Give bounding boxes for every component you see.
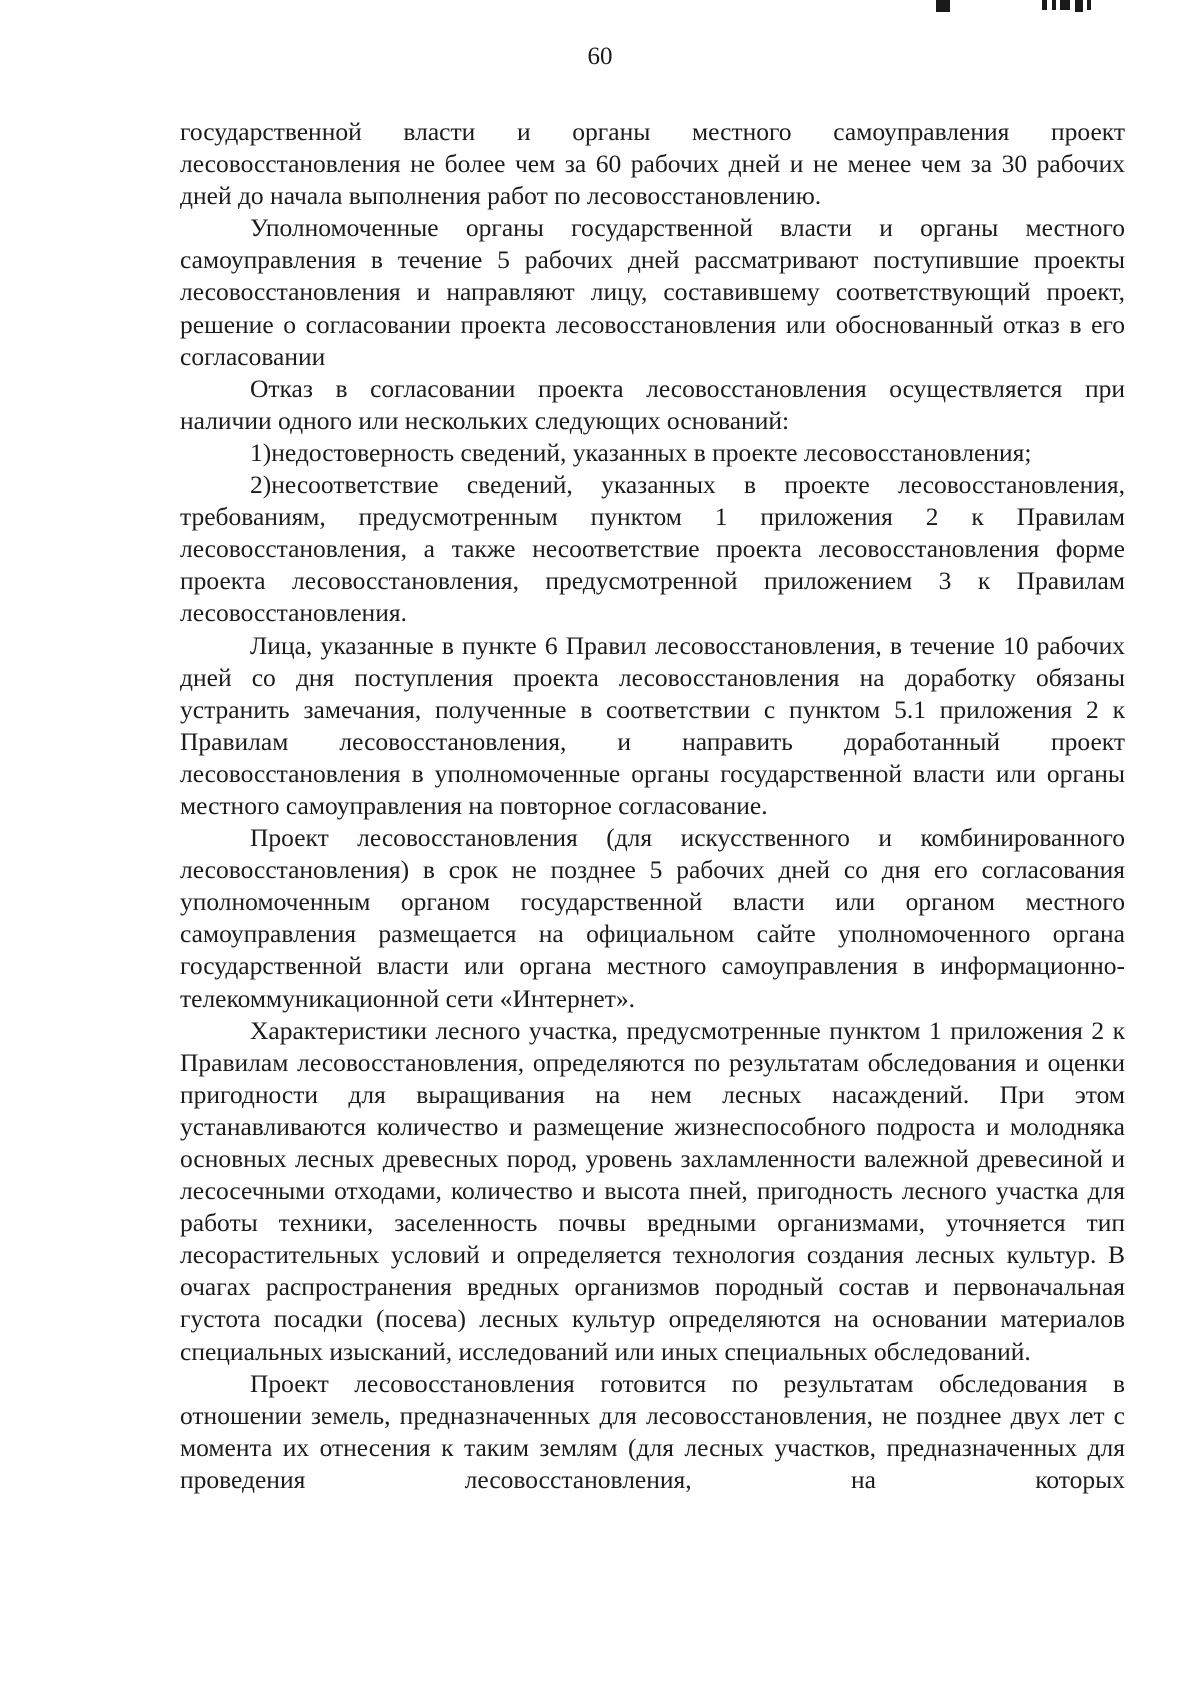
page-number: 60	[587, 43, 613, 70]
scan-artifact	[1075, 0, 1083, 12]
scan-artifact	[1052, 0, 1056, 10]
paragraph: Лица, указанные в пункте 6 Правил лесовосстановления, в течение 10 рабочих дней со дня поступления проекта лесовосстановления на доработку обязаны устранить замечания, полученные в соответствии с пунктом 5.1 приложения 2 к Правилам лесовосстановления, и направить доработанный проект лесовосстановления в уполномоченные органы государственной власти или органы местного самоуправления на повторное согласование.	[180, 630, 1125, 820]
paragraph: Проект лесовосстановления (для искусственного и комбинированного лесовосстановления) в срок не позднее 5 рабочих дней со дня его согласования уполномоченным органом государственной власти или органом местного самоуправления размещается на официальном сайте уполномоченного органа государственной власти или органа местного самоуправления в информационно-телекоммуникационной сети «Интернет».	[180, 823, 1125, 1013]
paragraph: Характеристики лесного участка, предусмотренные пунктом 1 приложения 2 к Правилам лесовосстановления, определяются по результатам обследования и оценки пригодности для выращивания на нем лесных насаждений. При этом устанавливаются количество и размещение жизнеспособного подроста и молодняка основных лесных древесных пород, уровень захламленности валежной древесиной и лесосечными отходами, количество и высота пней, пригодность лесного участка для работы техники, заселенность почвы вредными организмами, уточняется тип лесорастительных условий и определяется технология создания лесных культур. В очагах распространения вредных организмов породный состав и первоначальная густота посадки (посева) лесных культур определяются на основании материалов специальных изысканий, исследований или иных специальных обследований.	[180, 1015, 1125, 1366]
document-body	[180, 116, 1125, 1496]
paragraph: Проект лесовосстановления готовится по результатам обследования в отношении земель, предназначенных для лесовосстановления, не позднее двух лет с момента их отнесения к таким землям (для лесных участков, предназначенных для проведения лесовосстановления, на которых	[180, 1368, 1125, 1494]
scan-artifact	[936, 0, 950, 12]
list-item: 2)несоответствие сведений, указанных в проекте лесовосстановления, требованиям, предусмотренным пунктом 1 приложения 2 к Правилам лесовосстановления, а также несоответствие проекта лесовосстановления форме проекта лесовосстановления, предусмотренной приложением 3 к Правилам лесовосстановления.	[180, 470, 1125, 628]
scan-artifact	[1087, 0, 1091, 10]
paragraph: государственной власти и органы местного самоуправления проект лесовосстановления не более чем за 60 рабочих дней и не менее чем за 30 рабочих дней до начала выполнения работ по лесовосстановлению.	[180, 117, 1125, 211]
scan-artifact	[1060, 0, 1070, 10]
paragraph: Уполномоченные органы государственной власти и органы местного самоуправления в течение 5 рабочих дней рассматривают поступившие проекты лесовосстановления и направляют лицу, составившему соответствующий проект, решение о согласовании проекта лесовосстановления или обоснованный отказ в его согласовании	[180, 213, 1125, 371]
list-item: 1)недостоверность сведений, указанных в проекте лесовосстановления;	[250, 437, 1032, 467]
scan-artifact	[1042, 0, 1047, 10]
paragraph: Отказ в согласовании проекта лесовосстановления осуществляется при наличии одного или нескольких следующих оснований:	[180, 373, 1125, 435]
